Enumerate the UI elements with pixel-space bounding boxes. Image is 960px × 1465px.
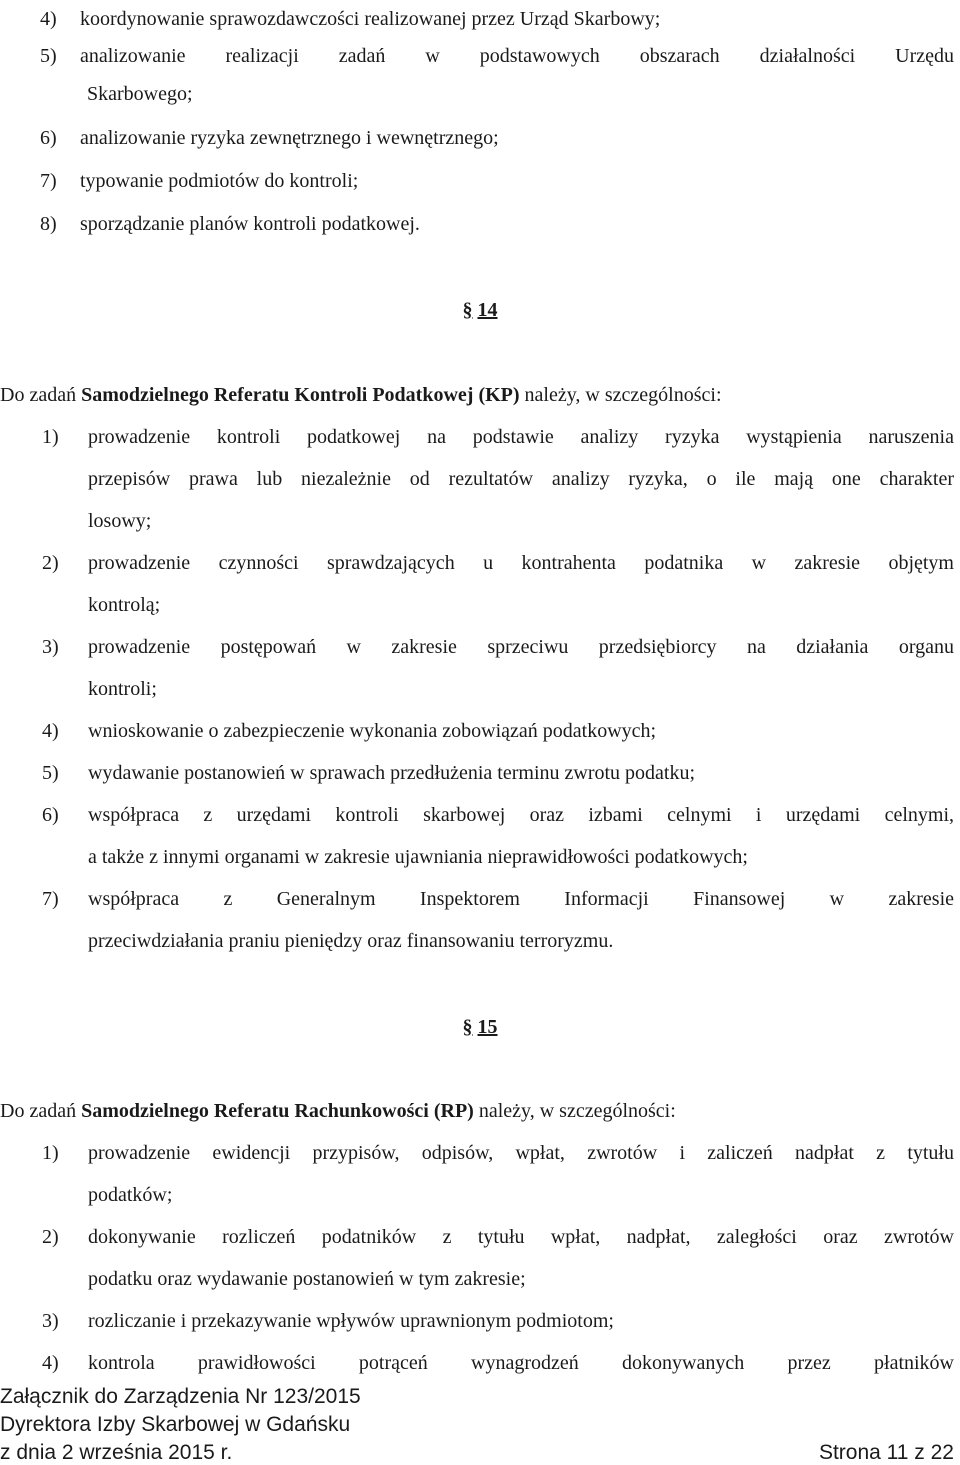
- list-item-text: współpraca z urzędami kontroli skarbowej oraz izbami celnymi i urzędami celnymi,: [88, 804, 954, 826]
- footer-date: z dnia 2 września 2015 r.: [0, 1441, 233, 1464]
- list-item-text: prowadzenie ewidencji przypisów, odpisów, wpłat, zwrotów i zaliczeń nadpłat z tytułu: [88, 1142, 954, 1164]
- list-item-number: 1): [42, 426, 59, 448]
- list-item-number: 7): [42, 888, 59, 910]
- list-item-text: kontrola prawidłowości potrąceń wynagrodzeń dokonywanych przez płatników: [88, 1352, 954, 1374]
- list-item-number: 4): [40, 8, 57, 30]
- department-name: Samodzielnego Referatu Kontroli Podatkowej (KP): [81, 384, 520, 406]
- list-item-text: prowadzenie kontroli podatkowej na podstawie analizy ryzyka wystąpienia naruszenia: [88, 426, 954, 448]
- list-item-text: typowanie podmiotów do kontroli;: [80, 170, 359, 192]
- list-item-text: wydawanie postanowień w sprawach przedłużenia terminu zwrotu podatku;: [88, 762, 696, 784]
- intro-text: Do zadań: [0, 384, 82, 406]
- list-item-number: 5): [40, 45, 57, 67]
- footer-issuer: Dyrektora Izby Skarbowej w Gdańsku: [0, 1413, 351, 1436]
- list-item-number: 2): [42, 1226, 59, 1248]
- list-item-number: 8): [40, 213, 57, 235]
- list-item-continuation: Skarbowego;: [87, 83, 193, 105]
- list-item-text: analizowanie ryzyka zewnętrznego i wewnętrznego;: [80, 127, 499, 149]
- list-item-number: 1): [42, 1142, 59, 1164]
- page-number: Strona 11 z 22: [818, 1441, 954, 1464]
- list-item-number: 7): [40, 170, 57, 192]
- list-item-continuation: kontroli;: [88, 678, 157, 700]
- list-item-number: 3): [42, 1310, 59, 1332]
- list-item-continuation: przepisów prawa lub niezależnie od rezultatów analizy ryzyka, o ile mają one charakter: [88, 468, 954, 490]
- list-item-continuation: losowy;: [88, 510, 152, 532]
- list-item-text: wnioskowanie o zabezpieczenie wykonania zobowiązań podatkowych;: [88, 720, 657, 742]
- section-symbol: §: [462, 299, 473, 321]
- intro-text-end: należy, w szczególności:: [519, 384, 722, 406]
- section-15-intro: [0, 1098, 676, 1124]
- list-item-continuation: podatków;: [88, 1184, 173, 1206]
- list-item-number: 5): [42, 762, 59, 784]
- list-item-continuation: a także z innymi organami w zakresie ujawniania nieprawidłowości podatkowych;: [88, 846, 748, 868]
- list-item-text: prowadzenie czynności sprawdzających u kontrahenta podatnika w zakresie objętym: [88, 552, 954, 574]
- intro-text: Do zadań: [0, 1100, 82, 1122]
- section-number: 14: [477, 299, 498, 321]
- list-item-text: sporządzanie planów kontroli podatkowej.: [80, 213, 420, 235]
- list-item-number: 6): [40, 127, 57, 149]
- list-item-number: 3): [42, 636, 59, 658]
- list-item-text: prowadzenie postępowań w zakresie sprzeciwu przedsiębiorcy na działania organu: [88, 636, 954, 658]
- list-item-number: 4): [42, 1352, 59, 1374]
- list-item-continuation: kontrolą;: [88, 594, 161, 616]
- section-14-intro: [0, 382, 722, 408]
- list-item-continuation: podatku oraz wydawanie postanowień w tym zakresie;: [88, 1268, 526, 1290]
- list-item-text: rozliczanie i przekazywanie wpływów uprawnionym podmiotom;: [88, 1310, 614, 1332]
- section-number: 15: [477, 1016, 498, 1038]
- list-item-text: dokonywanie rozliczeń podatników z tytułu wpłat, nadpłat, zaległości oraz zwrotów: [88, 1226, 954, 1248]
- footer-attachment: Załącznik do Zarządzenia Nr 123/2015: [0, 1385, 361, 1408]
- department-name: Samodzielnego Referatu Rachunkowości (RP): [81, 1100, 474, 1122]
- section-14-heading: [0, 297, 960, 323]
- list-item-continuation: przeciwdziałania praniu pieniędzy oraz finansowaniu terroryzmu.: [88, 930, 614, 952]
- section-15-heading: [0, 1014, 960, 1040]
- section-symbol: §: [462, 1016, 473, 1038]
- list-item-number: 2): [42, 552, 59, 574]
- list-item-number: 6): [42, 804, 59, 826]
- list-item-text: koordynowanie sprawozdawczości realizowanej przez Urząd Skarbowy;: [80, 8, 661, 30]
- intro-text-end: należy, w szczególności:: [473, 1100, 676, 1122]
- list-item-number: 4): [42, 720, 59, 742]
- list-item-text: analizowanie realizacji zadań w podstawowych obszarach działalności Urzędu: [80, 45, 954, 67]
- list-item-text: współpraca z Generalnym Inspektorem Informacji Finansowej w zakresie: [88, 888, 954, 910]
